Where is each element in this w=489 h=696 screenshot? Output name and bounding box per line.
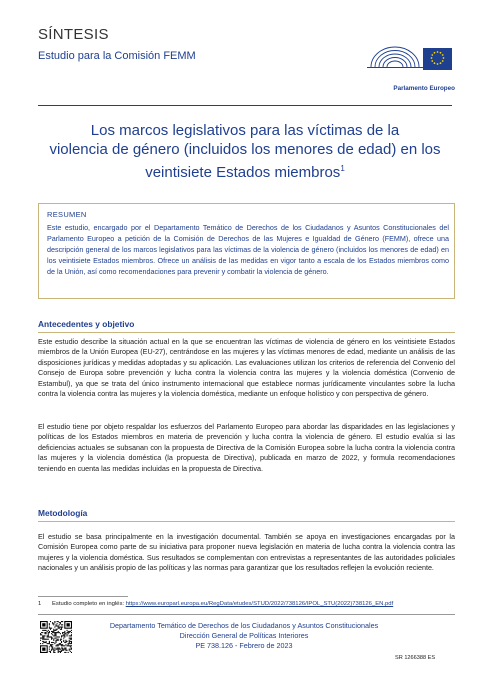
title-footnote-ref[interactable]: 1 [340,164,345,173]
footer-divider [38,614,455,615]
footer-reference: PE 738.126 - Febrero de 2023 [195,641,293,650]
title-line-3-text: veintisiete Estados miembros [145,164,341,181]
summary-heading: RESUMEN [47,210,87,219]
paragraph-background-2: El estudio tiene por objeto respaldar los esfuerzos del Parlamento Europeo para abordar las disparidades en las legislaciones y políticas de los Estados miembros en materia de prevención y lucha contra la violencia de género. El estudio evalúa si las deficiencias actuales se subsanan con la propuesta de Directiva de la Comisión Europea sobre la lucha contra la violencia contra las mujeres y la violencia doméstica (la propuesta de Directiva), publicada en marzo de 2022, y formula recomendaciones teniendo en cuenta las medidas incluidas en la propuesta de Directiva. [38,422,455,473]
paragraph-methodology: El estudio se basa principalmente en la investigación documental. También se apoya en investigaciones encargadas por la Comisión Europea como parte de su iniciativa para proponer nueva legislación en materia de lucha contra la violencia contra las mujeres y la violencia doméstica. Sus resultados se complementan con entrevistas a representantes de las autoridades policiales nacionales y un análisis propio de las políticas y las normas para garantizar que los resultados reflejen la evolución reciente. [38,532,455,573]
section-heading-background: Antecedentes y objetivo [38,319,135,329]
title-line-2: violencia de género (incluidos los menores de edad) en los [49,141,441,158]
footer-directorate: Dirección General de Políticas Interiores [179,631,309,640]
footer-department: Departamento Temático de Derechos de los Ciudadanos y Asuntos Constitucionales [109,621,379,630]
section-heading-methodology: Metodología [38,508,88,518]
committee-subtitle: Estudio para la Comisión FEMM [38,50,196,62]
section-divider-background [38,332,455,333]
document-code: SR 1266388 ES [395,655,436,661]
european-parliament-logo [365,36,455,100]
summary-box [38,203,455,299]
logo-label: Parlamento Europeo [393,85,455,92]
footnote-text: Estudio completo en inglés: [52,601,126,607]
footnote [38,601,468,607]
section-divider-methodology [38,521,455,522]
footnote-number: 1 [38,601,42,607]
document-type: SÍNTESIS [38,26,109,43]
title-line-1: Los marcos legislativos para las víctimas de la [90,122,400,139]
header-divider [38,105,452,106]
paragraph-background-1: Este estudio describe la situación actual en la que se encuentran las víctimas de violencia de género en los veintisiete Estados miembros de la Unión Europea (EU-27), centrándose en las mujeres y las víctimas menores de edad, mediante un análisis de las disposiciones jurídicas y medidas adoptadas y su aplicación. Las evaluaciones utilizan los criterios de referencia del Convenio del Consejo de Europa sobre prevención y lucha contra la violencia contra las mujeres y la violencia doméstica (Convenio de Estambul), ya que se trata del único instrumento internacional que establece normas jurídicamente vinculantes sobre la lucha contra la violencia contra las mujeres y la violencia doméstica, mediante un enfoque holístico y con perspectiva de género. [38,337,455,399]
footnote-divider [38,596,128,597]
footer-info [84,621,404,651]
summary-text: Este estudio, encargado por el Departamento Temático de Derechos de los Ciudadanos y Asuntos Constitucionales del Parlamento Europeo a petición de la Comisión de Derechos de las Mujeres e Igualdad de Género (FEMM), ofrece una descripción general de los marcos legislativos para las víctimas de la violencia de género (incluidos los menores de edad) en los veintisiete Estados miembros. Ofrece un análisis de las medidas en vigor tanto a escala de los Estados miembros como de la Unión, así como recomendaciones para prevenir y combatir la violencia de género. [47,223,449,276]
qr-code-icon [40,621,72,653]
page-title [46,121,444,182]
footnote-link[interactable]: https://www.europarl.europa.eu/RegData/etudes/STUD/2022/738126/IPOL_STU(2022)738126_EN.pdf [125,601,394,607]
european-parliament-emblem-icon [365,36,455,84]
title-line-3 [46,159,444,182]
